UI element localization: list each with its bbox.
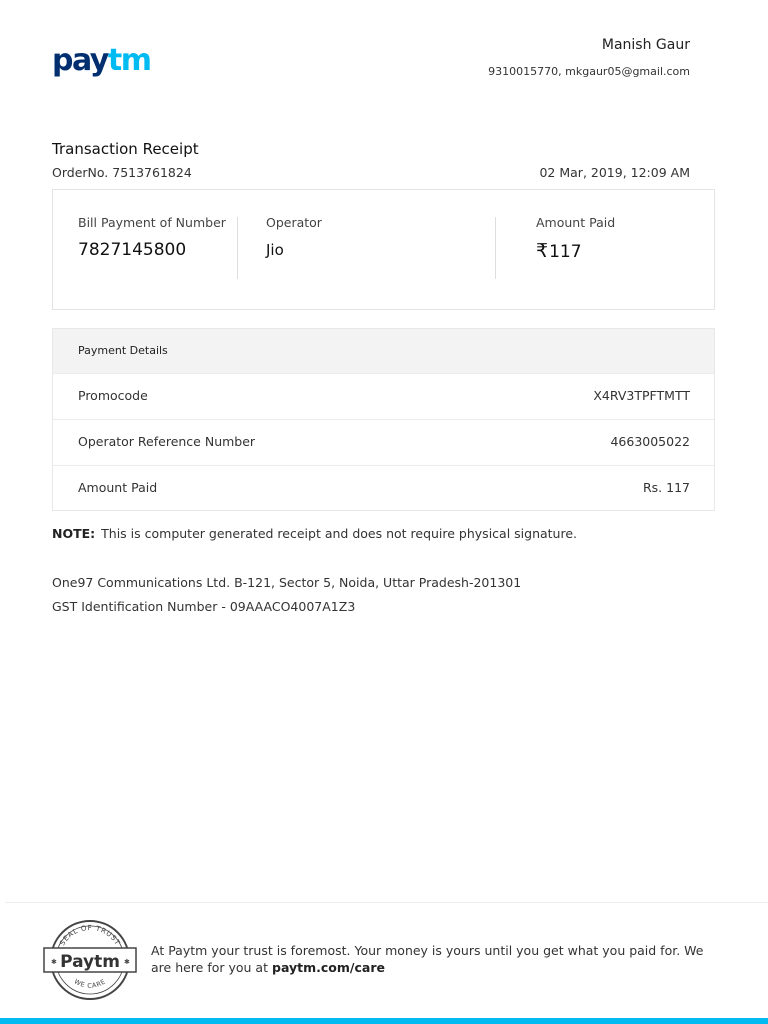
- amount-value: [536, 240, 615, 262]
- row-label: Amount Paid: [78, 480, 158, 495]
- trust-text: At Paytm your trust is foremost. Your money is yours until you get what you paid for. We are here for you at: [151, 943, 704, 975]
- seal-top-text: SEAL OF TRUST: [58, 923, 122, 948]
- svg-text:✱: ✱: [51, 958, 57, 966]
- note-label: NOTE:: [52, 526, 96, 541]
- order-datetime: 02 Mar, 2019, 12:09 AM: [539, 165, 690, 180]
- row-value: X4RV3TPFTMTT: [593, 388, 690, 403]
- row-value: Rs. 117: [642, 480, 690, 495]
- summary-box: [52, 189, 715, 310]
- amount-cell: [536, 215, 615, 262]
- company-address: One97 Communications Ltd. B-121, Sector 5, Noida, Uttar Pradesh-201301: [52, 575, 522, 590]
- table-row: [53, 465, 714, 511]
- user-contact: 9310015770, mkgaur05@gmail.com: [488, 65, 690, 78]
- row-label: Promocode: [78, 388, 148, 403]
- bill-number-label: Bill Payment of Number: [78, 215, 226, 230]
- summary-divider: [495, 217, 496, 279]
- svg-text:WE CARE: [73, 977, 107, 989]
- seal-of-trust-icon: [42, 918, 138, 1002]
- receipt-title: Transaction Receipt: [52, 140, 199, 158]
- amount-number: 117: [549, 242, 582, 262]
- table-row: [53, 373, 714, 419]
- gst-number: GST Identification Number - 09AAACO4007A1Z3: [52, 599, 356, 614]
- user-name: Manish Gaur: [601, 37, 690, 53]
- operator-label: Operator: [266, 215, 322, 230]
- table-row: [53, 419, 714, 465]
- operator-value: Jio: [266, 241, 284, 259]
- paytm-logo: [52, 41, 152, 77]
- receipt-note: [52, 526, 577, 541]
- row-value: 4663005022: [610, 434, 690, 449]
- bill-number-cell: [78, 215, 226, 260]
- footer-divider: [5, 902, 768, 903]
- payment-details-header: [53, 329, 714, 373]
- note-text: This is computer generated receipt and does not require physical signature.: [101, 526, 578, 541]
- amount-label: Amount Paid: [536, 215, 616, 230]
- order-number: OrderNo. 7513761824: [52, 165, 192, 180]
- payment-details-table: [52, 328, 715, 511]
- svg-text:✱: ✱: [124, 958, 130, 966]
- seal-brand-text: Paytm: [60, 952, 120, 972]
- seal-bottom-text: WE CARE: [72, 977, 108, 990]
- payment-details-heading: Payment Details: [78, 344, 168, 357]
- care-link[interactable]: paytm.com/care: [272, 960, 385, 975]
- row-label: Operator Reference Number: [78, 434, 256, 449]
- summary-divider: [237, 217, 238, 279]
- footer-accent-bar: [0, 1018, 768, 1024]
- svg-text:paytm: paytm: [52, 43, 151, 77]
- operator-cell: [266, 215, 322, 259]
- bill-number-value: 7827145800: [78, 240, 187, 260]
- rupee-icon: ₹: [536, 240, 549, 262]
- trust-message: [151, 942, 721, 976]
